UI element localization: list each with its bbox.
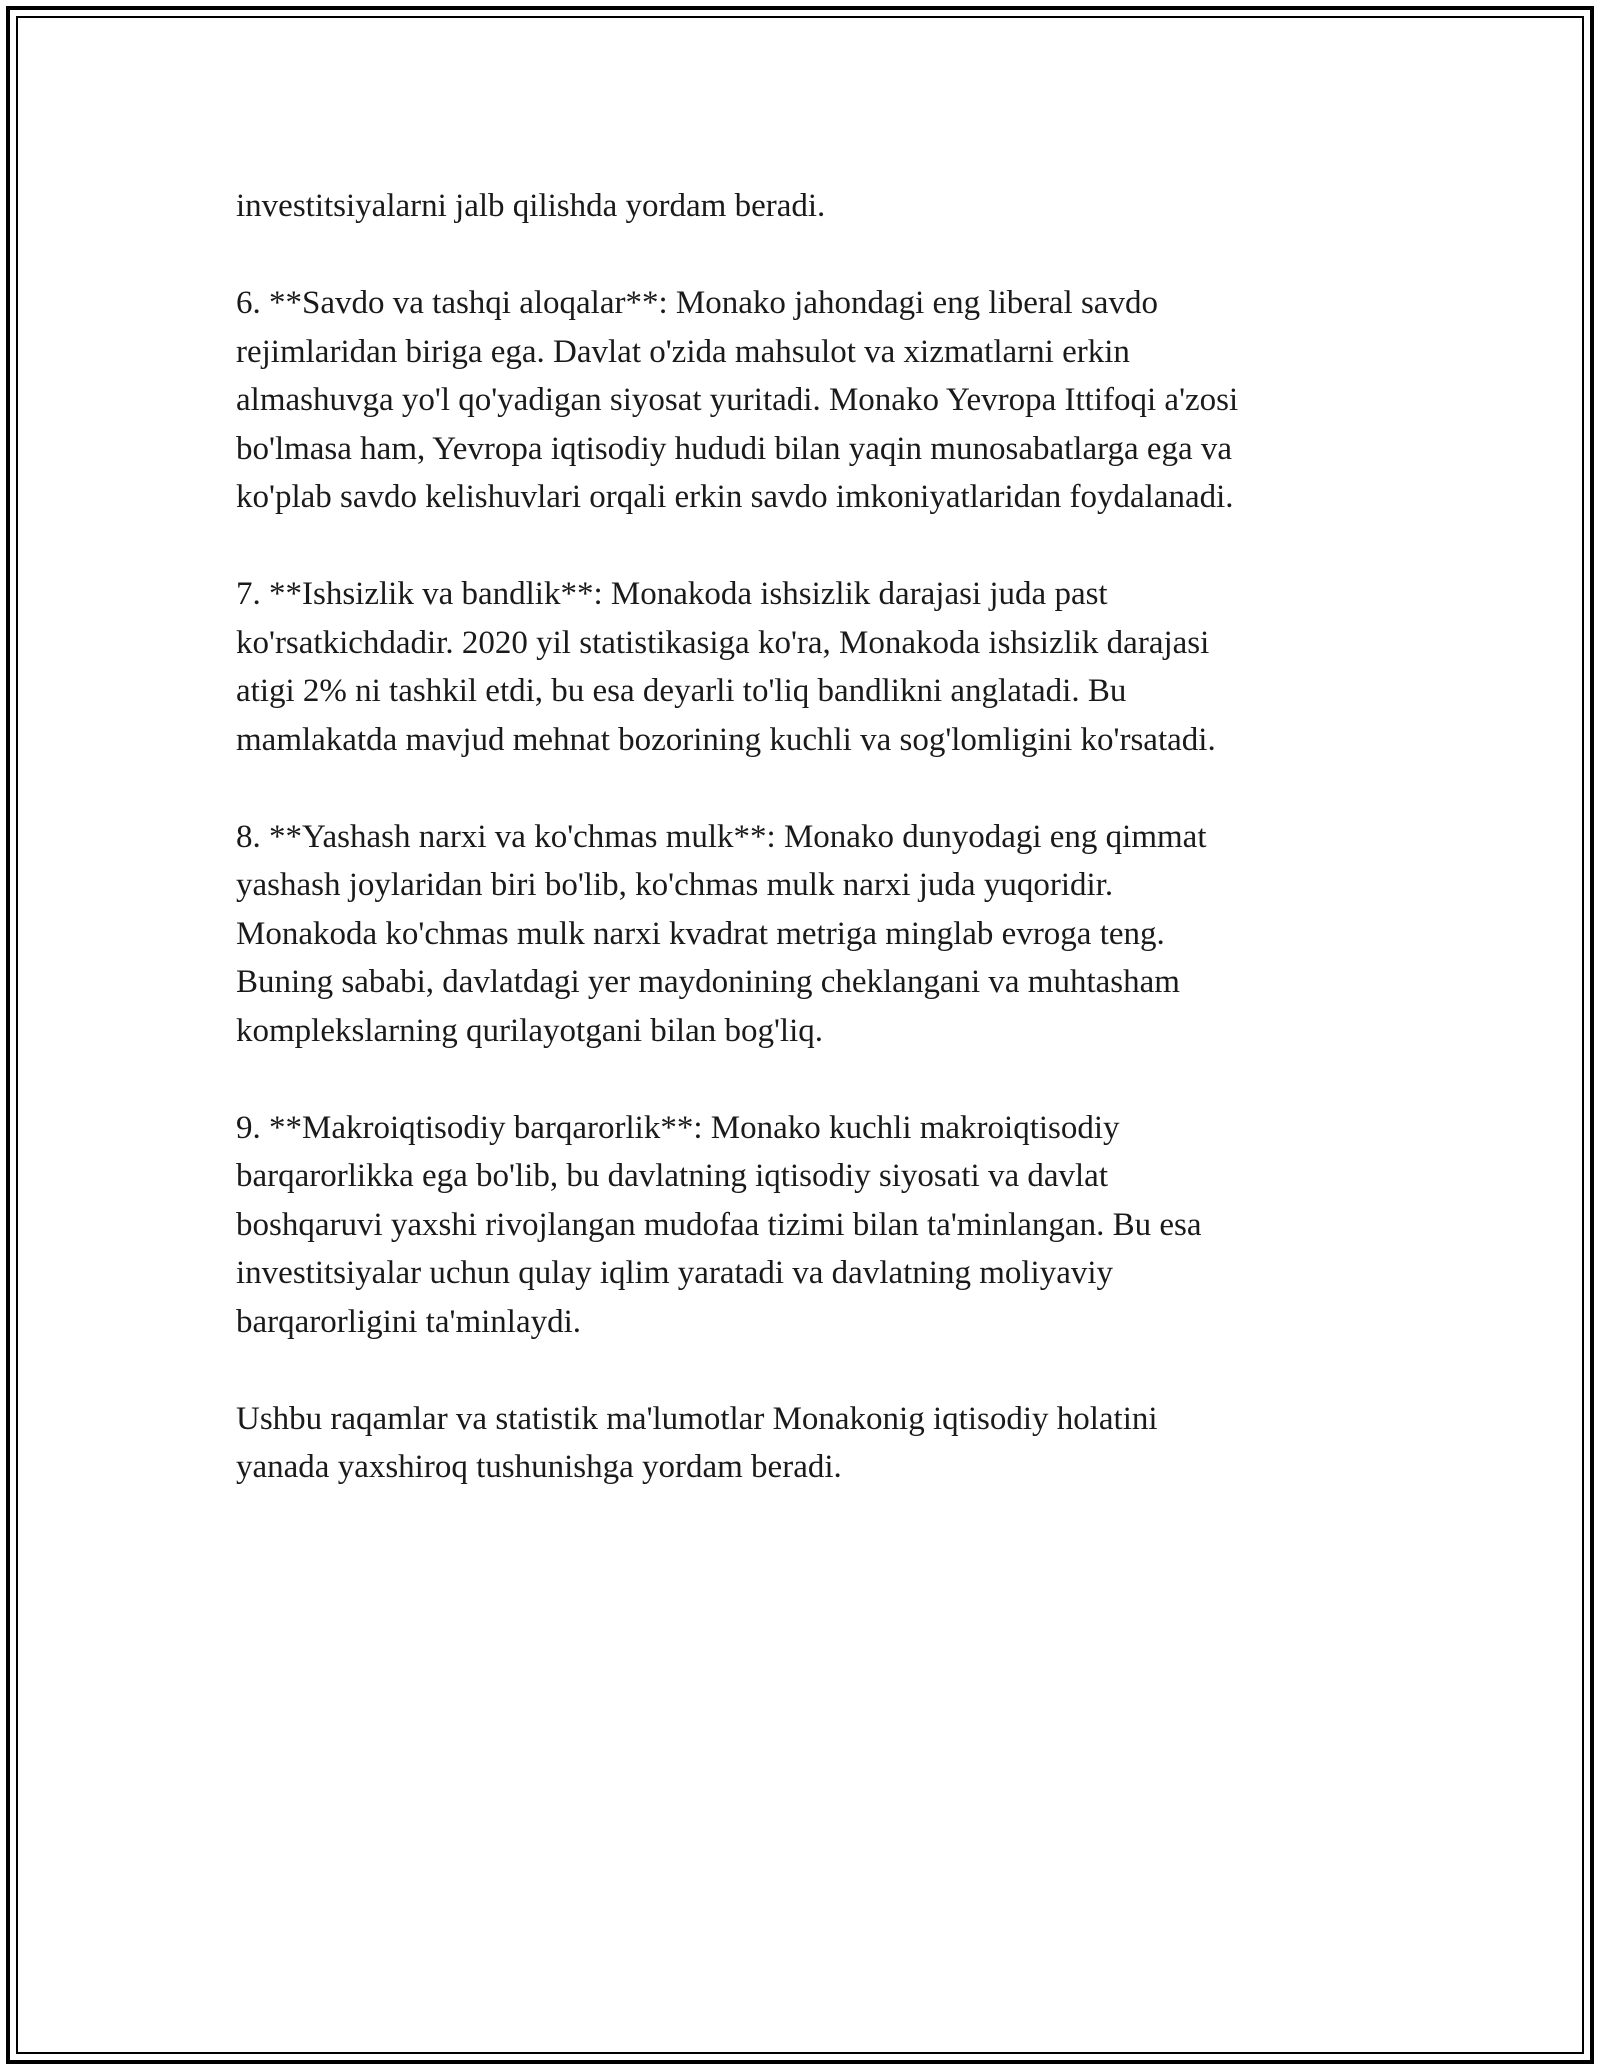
paragraph-trade: 6. **Savdo va tashqi aloqalar**: Monako jahondagi eng liberal savdo rejimlaridan biriga ega. Davlat o'zida mahsulot va xizmatlarni erkin almashuvga yo'l qo'yadigan siyosat yuritadi. Monako Yevropa Ittifoqi a'zosi bo'lmasa ham, Yevropa iqtisodiy hududi bilan yaqin munosabatlarga ega va ko'plab savdo kelishuvlari orqali erkin savdo imkoniyatlaridan foydalanadi.: [236, 285, 1239, 515]
paragraph-continuation: investitsiyalarni jalb qilishda yordam beradi.: [236, 188, 826, 224]
paragraph-macro-stability: 9. **Makroiqtisodiy barqarorlik**: Monako kuchli makroiqtisodiy barqarorlikka ega bo'lib, bu davlatning iqtisodiy siyosati va davlat boshqaruvi yaxshi rivojlangan mudofaa tizimi bilan ta'minlangan. Bu esa investitsiyalar uchun qulay iqlim yaratadi va davlatning moliyaviy barqarorligini ta'minlaydi.: [236, 1109, 1202, 1340]
document-body: [236, 182, 1376, 1540]
paragraph-cost-of-living: 8. **Yashash narxi va ko'chmas mulk**: Monako dunyodagi eng qimmat yashash joylaridan biri bo'lib, ko'chmas mulk narxi juda yuqoridir. Monakoda ko'chmas mulk narxi kvadrat metriga minglab evroga teng. Buning sababi, davlatdagi yer maydonining cheklangani va muhtasham komplekslarning qurilayotgani bilan bog'liq.: [236, 818, 1207, 1049]
paragraph-conclusion: Ushbu raqamlar va statistik ma'lumotlar Monakonig iqtisodiy holatini yanada yaxshiroq tushunishga yordam beradi.: [236, 1400, 1158, 1485]
paragraph-unemployment: 7. **Ishsizlik va bandlik**: Monakoda ishsizlik darajasi juda past ko'rsatkichdadir. 2020 yil statistikasiga ko'ra, Monakoda ishsizlik darajasi atigi 2% ni tashkil etdi, bu esa deyarli to'liq bandlikni anglatadi. Bu mamlakatda mavjud mehnat bozorining kuchli va sog'lomligini ko'rsatadi.: [236, 576, 1216, 758]
